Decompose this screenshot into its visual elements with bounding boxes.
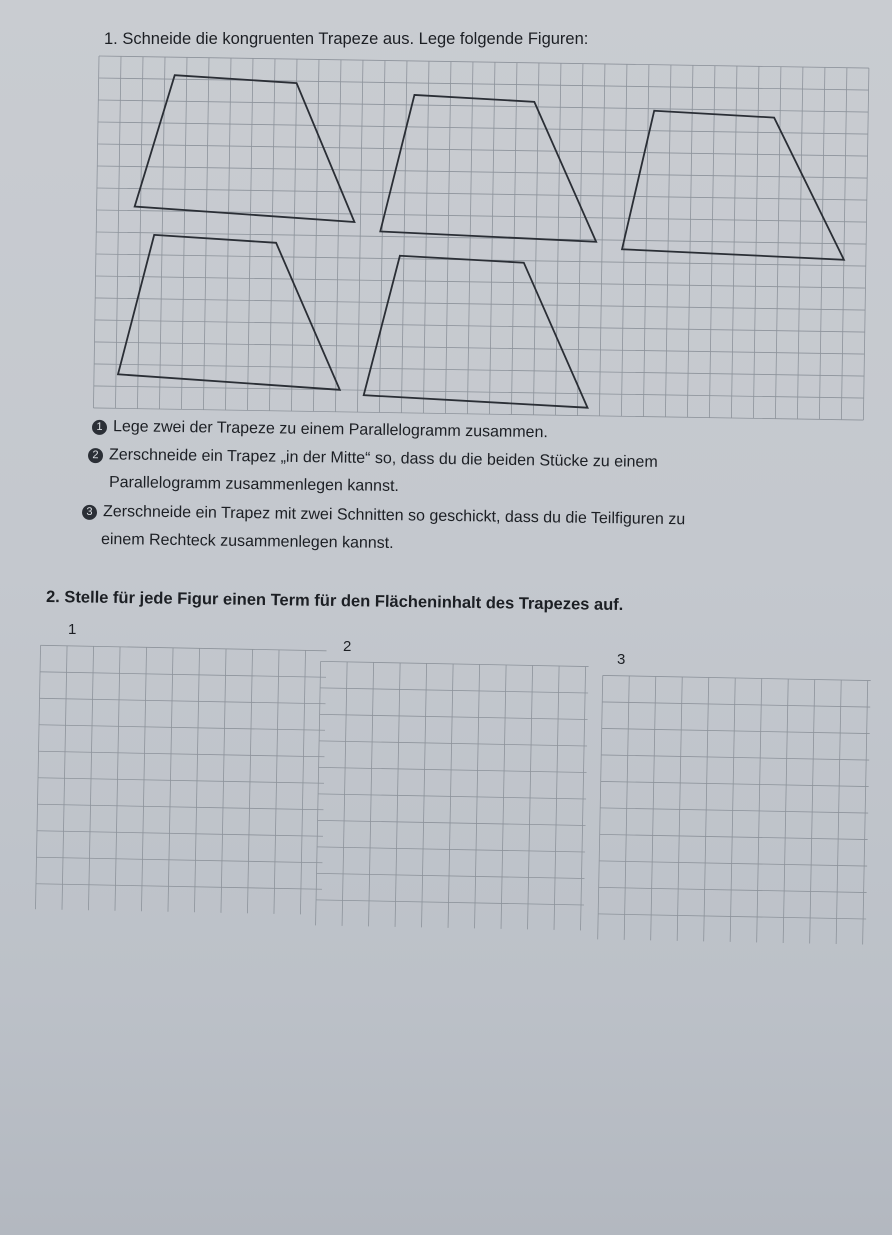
grid-line: [599, 887, 867, 892]
grid-line: [317, 873, 585, 878]
grid-line: [221, 649, 226, 913]
task1-item-3-text: Zerschneide ein Trapez mit zwei Schnitten so geschickt, dass du die Teilfiguren zu: [102, 503, 686, 529]
grid-line: [475, 664, 480, 928]
grid-line: [36, 884, 322, 889]
grid-line: [863, 681, 868, 945]
grid-line: [274, 650, 279, 914]
grid-line: [321, 661, 589, 666]
grid-line: [320, 688, 588, 693]
grid-line: [602, 702, 870, 707]
step-marker-3: 3: [82, 505, 97, 520]
grid-line: [318, 820, 586, 825]
grid-line: [39, 725, 325, 730]
grid-line: [342, 662, 347, 926]
grid-line: [704, 677, 709, 941]
grid-line: [88, 646, 93, 910]
step-marker-1: 1: [92, 420, 107, 435]
grid-line: [603, 675, 871, 680]
grid-line: [730, 678, 735, 942]
grid-line: [395, 663, 400, 927]
grid-line: [35, 645, 40, 909]
grid-line: [36, 857, 322, 862]
grid-line: [141, 647, 146, 911]
grid-line: [598, 675, 603, 939]
grid-line: [677, 677, 682, 941]
grid-line: [783, 679, 788, 943]
grid-line: [601, 755, 869, 760]
grid-line: [810, 680, 815, 944]
grid-line: [602, 728, 870, 733]
grid-line: [40, 672, 326, 677]
grid-line: [836, 680, 841, 944]
step-marker-2: 2: [88, 448, 103, 463]
task1-item-1-text: Lege zwei der Trapeze zu einem Parallelogramm zusammen.: [112, 418, 548, 442]
figure-label-2: 2: [343, 638, 352, 655]
grid-line: [624, 676, 629, 940]
grid-line: [651, 676, 656, 940]
grid-line: [600, 834, 868, 839]
grid-line: [38, 778, 324, 783]
grid-line: [40, 698, 326, 703]
task1-item-2-line2: Parallelogramm zusammenlegen kannst.: [108, 473, 400, 496]
grid-line: [37, 831, 323, 836]
task1-item-2-text: Zerschneide ein Trapez „in der Mitte“ so, dass du die beiden Stücke zu einem: [108, 446, 658, 471]
grid-line: [316, 900, 584, 905]
grid-line: [448, 664, 453, 928]
grid-line: [601, 781, 869, 786]
grid-line: [319, 741, 587, 746]
grid-line: [581, 666, 586, 930]
grid-line: [319, 767, 587, 772]
grid-line: [300, 650, 305, 914]
grid-line: [194, 648, 199, 912]
grid-line: [422, 663, 427, 927]
grid-line: [501, 665, 506, 929]
grid-line: [369, 662, 374, 926]
grid-line: [318, 794, 586, 799]
grid-line: [554, 666, 559, 930]
grid-line: [247, 649, 252, 913]
grid-line: [598, 914, 866, 919]
grid-line: [316, 661, 321, 925]
grid-line: [168, 648, 173, 912]
figure-label-3: 3: [617, 651, 626, 668]
grid-line: [39, 751, 325, 756]
grid-line: [38, 804, 324, 809]
figure-label-1: 1: [68, 621, 77, 638]
task2-title: 2. Stelle für jede Figur einen Term für den Flächeninhalt des Trapezes auf.: [45, 587, 624, 615]
task1-item-3-line2: einem Rechteck zusammenlegen kannst.: [100, 530, 394, 553]
grid-line: [599, 861, 867, 866]
grid-line: [317, 847, 585, 852]
grid-line: [600, 808, 868, 813]
grid-line: [320, 714, 588, 719]
grid-line: [528, 665, 533, 929]
grid-line: [41, 645, 327, 650]
grid-line: [757, 678, 762, 942]
task1-title: 1. Schneide die kongruenten Trapeze aus. Lege folgende Figuren:: [104, 30, 589, 48]
grid-line: [115, 647, 120, 911]
grid-line: [62, 646, 67, 910]
